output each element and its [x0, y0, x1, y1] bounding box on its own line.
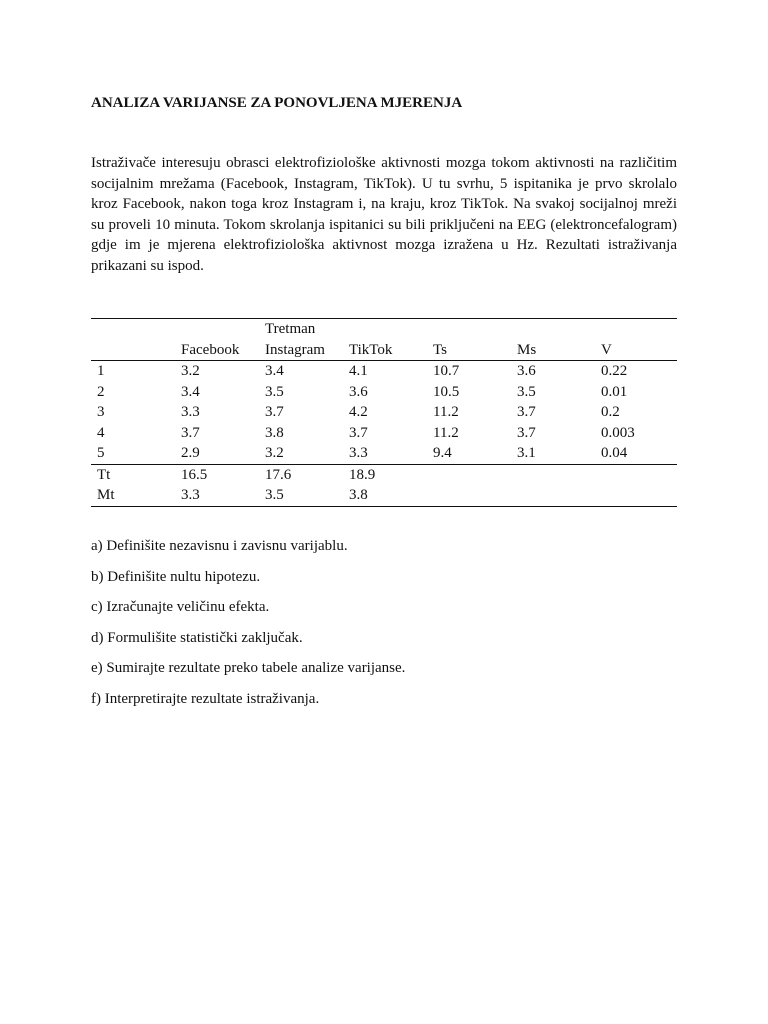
question-item: e) Sumirajte rezultate preko tabele analize varijanse. [91, 660, 406, 677]
table-cell: 3.5 [265, 383, 284, 400]
table-cell: 3.6 [349, 383, 368, 400]
question-item: d) Formulišite statistički zaključak. [91, 629, 303, 646]
table-cell: 3.8 [265, 424, 284, 441]
table-cell [517, 464, 601, 485]
table-cell: 10.7 [433, 363, 460, 379]
question-item: f) Interpretirajte rezultate istraživanja. [91, 690, 320, 707]
table-cell: 1 [97, 363, 105, 379]
table-row [91, 402, 677, 423]
table-cell: 3.7 [517, 404, 536, 420]
table-summary-row [91, 464, 677, 485]
table-cell: 3.3 [181, 404, 200, 420]
table-cell: 3.2 [181, 363, 200, 379]
table-cell: 0.22 [601, 363, 628, 379]
table-cell [517, 485, 601, 506]
table-cell: 17.6 [265, 464, 349, 485]
table-cell: 3.5 [517, 383, 536, 400]
document-title: ANALIZA VARIJANSE ZA PONOVLJENA MJERENJA [91, 95, 463, 111]
table-row [91, 382, 677, 403]
table-cell: 11.2 [433, 424, 459, 441]
table-cell: 10.5 [433, 383, 460, 400]
question-item: c) Izračunajte veličinu efekta. [91, 599, 270, 616]
table-cell: 11.2 [433, 404, 459, 420]
table-row [91, 443, 677, 464]
questions-list [91, 536, 677, 720]
table-cell: Mt [91, 485, 181, 506]
table-cell: 3.3 [349, 445, 368, 461]
table-cell [433, 464, 517, 485]
table-cell: 3.4 [265, 363, 284, 379]
table-cell: 3.4 [181, 383, 200, 400]
question-item: b) Definišite nultu hipotezu. [91, 568, 261, 585]
table-cell: 3.7 [181, 424, 200, 441]
table-header-cell: TikTok [349, 340, 433, 361]
table-group-header-row [91, 319, 677, 340]
table-cell: 3.3 [181, 485, 265, 506]
table-cell: 0.01 [601, 383, 628, 400]
table-header-cell: Instagram [265, 340, 349, 361]
table-cell: 0.04 [601, 445, 628, 461]
question-item: a) Definišite nezavisnu i zavisnu varijablu. [91, 538, 348, 554]
table-cell: 3.6 [517, 363, 536, 379]
table-group-header: Tretman [265, 319, 349, 340]
table-cell: 3.7 [349, 424, 368, 441]
table-cell: 3.7 [265, 404, 284, 420]
table-cell: 3.8 [349, 485, 433, 506]
table-cell: 4.2 [349, 404, 368, 420]
data-table [91, 318, 677, 507]
table-cell: 2.9 [181, 445, 200, 461]
table-cell: 3.5 [265, 485, 349, 506]
table-row [91, 423, 677, 444]
table-cell: 2 [97, 383, 105, 400]
table-summary-row [91, 485, 677, 506]
table-cell [601, 485, 677, 506]
table-header-cell [91, 340, 181, 361]
table-cell: 0.003 [601, 424, 635, 441]
table-cell: 3.2 [265, 445, 284, 461]
table-cell [601, 464, 677, 485]
table-cell: 3.1 [517, 445, 536, 461]
table-cell: 3.7 [517, 424, 536, 441]
table-cell: 16.5 [181, 464, 265, 485]
table-header-cell: V [601, 340, 677, 361]
table-header-cell: Ms [517, 340, 601, 361]
table-cell: 4.1 [349, 363, 368, 379]
table-cell: 18.9 [349, 464, 433, 485]
table-header-cell: Ts [433, 340, 517, 361]
table-cell: 4 [97, 424, 105, 441]
intro-paragraph: Istraživače interesuju obrasci elektrofiziološke aktivnosti mozga tokom aktivnosti na različitim socijalnim mrežama (Facebook, Instagram, TikTok). U tu svrhu, 5 ispitanika je prvo skrolalo kroz Facebook, nakon toga kroz Instagram i, na kraju, kroz TikTok. Na svakoj socijalnoj mreži su proveli 10 minuta. Tokom skrolanja ispitanici su bili priključeni na EEG (elektroncefalogram) gdje im je mjerena elektrofiziološka aktivnost mozga izražena u Hz. Rezultati istraživanja prikazani su ispod. [91, 155, 677, 274]
table-cell [433, 485, 517, 506]
table-row [91, 361, 677, 382]
table-cell: 9.4 [433, 445, 452, 461]
table-cell: 0.2 [601, 404, 620, 420]
table-cell: Tt [91, 464, 181, 485]
table-cell: 5 [97, 445, 105, 461]
table-header-cell: Facebook [181, 340, 265, 361]
table-header-row [91, 340, 677, 361]
table-cell: 3 [97, 404, 105, 420]
